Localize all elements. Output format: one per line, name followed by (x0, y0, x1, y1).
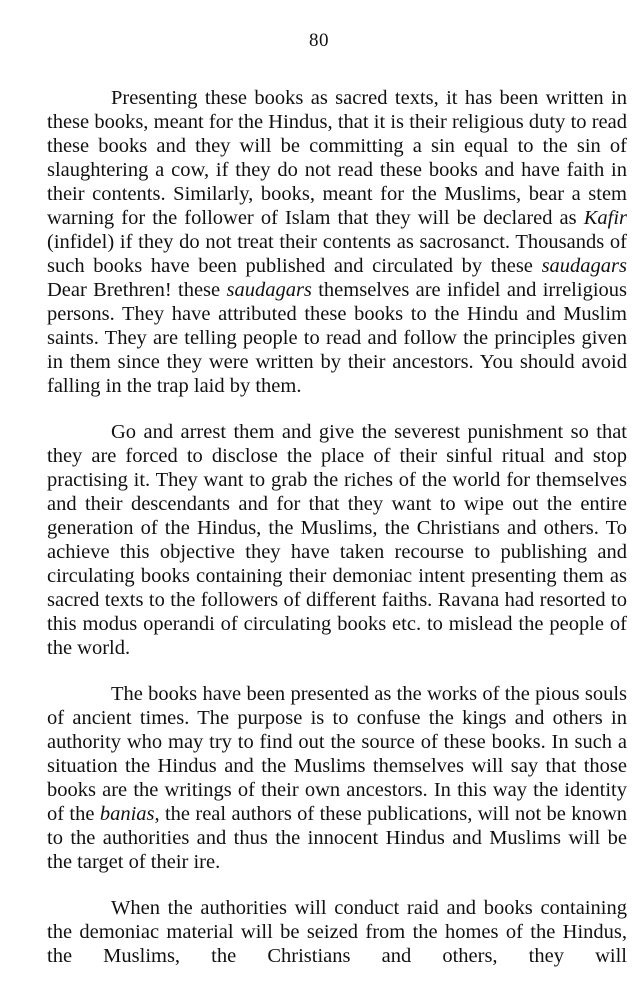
text-run: (infidel) if they do not treat their contents as sacrosanct. Thousands of such books have been published and circulated by these (47, 231, 627, 277)
italic-term: saudagars (226, 279, 312, 301)
paragraph-1 (47, 86, 627, 398)
italic-term: saudagars (541, 255, 627, 277)
text-run: Dear Brethren! these (47, 279, 227, 301)
italic-term: Kafir (583, 207, 627, 229)
text-run: Go and arrest them and give the severest punishment so that they are forced to disclose the place of their sinful ritual and stop practising it. They want to grab the riches of the world for themselves and their descendants and for that they want to wipe out the entire generation of the Hindus, the Muslims, the Christians and others. To achieve this objective they have taken recourse to publishing and circulating books containing their demoniac intent presenting them as sacred texts to the followers of different faiths. Ravana had resorted to this modus operandi of circulating books etc. to mislead the people of the world. (47, 421, 627, 659)
text-run: Presenting these books as sacred texts, it has been written in these books, meant for the Hindus, that it is their religious duty to read these books and they will be committing a sin equal to the sin of slaughtering a cow, if they do not read these books and have faith in their contents. Similarly, books, meant for the Muslims, bear a stem warning for the follower of Islam that they will be declared as (47, 87, 627, 229)
text-run: The books have been presented as the works of the pious souls of ancient times. The purpose is to confuse the kings and others in authority who may try to find out the source of these books. In such a situation the Hindus and the Muslims themselves will say that those books are the writings of their own ancestors. In this way the identity of the (47, 683, 627, 825)
page-number: 80 (309, 30, 329, 51)
text-run: themselves are infidel and irreligious persons. They have attributed these books to the Hindu and Muslim saints. They are telling people to read and follow the principles given in them since they were written by their ancestors. You should avoid falling in the trap laid by them. (47, 279, 627, 397)
text-run: , the real authors of these publications, will not be known to the authorities and thus the innocent Hindus and Muslims will be the target of their ire. (47, 803, 628, 873)
paragraph-3 (47, 682, 627, 874)
italic-term: banias (99, 803, 155, 825)
paragraph-2 (47, 420, 627, 660)
text-run: When the authorities will conduct raid and books containing the demoniac material will be seized from the homes of the Hindus, the Muslims, the Christians and others, they will (47, 897, 627, 967)
paragraph-4 (47, 896, 627, 968)
body-text (47, 86, 627, 968)
